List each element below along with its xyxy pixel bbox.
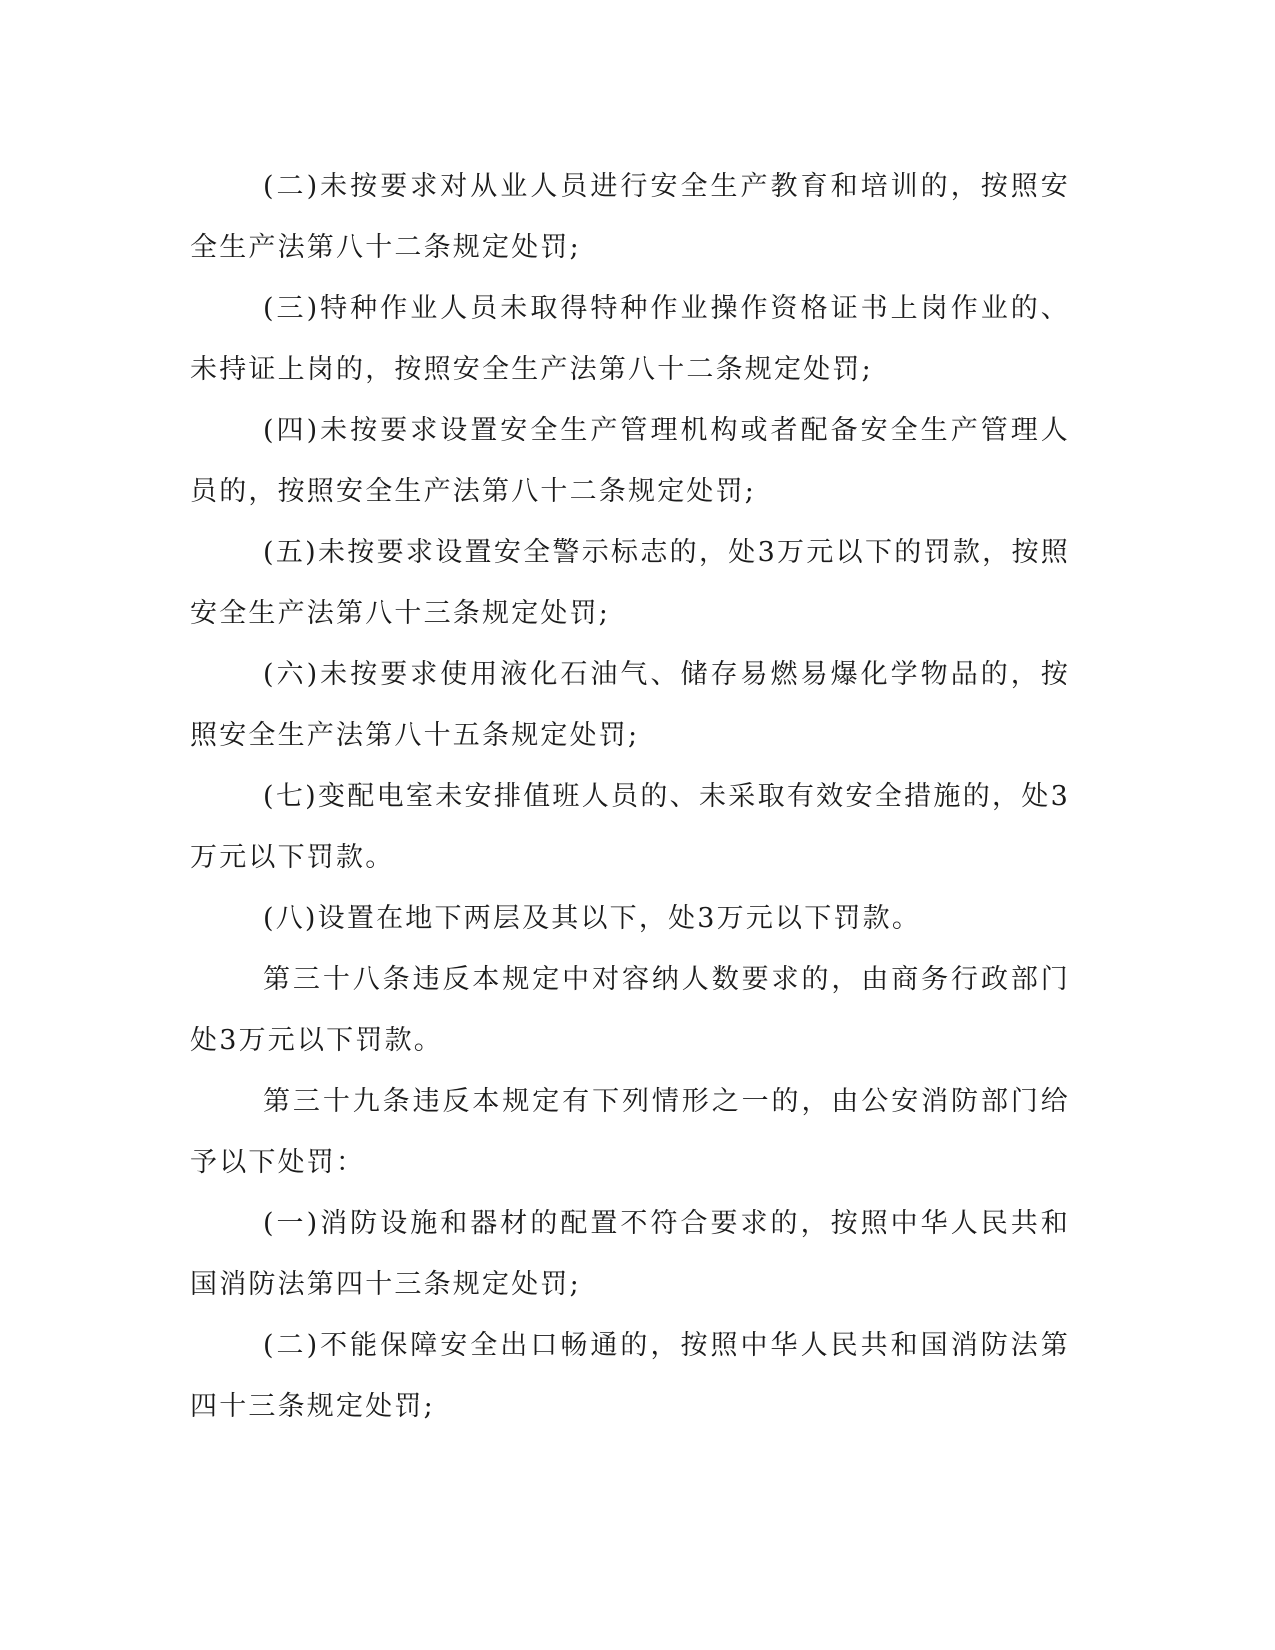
paragraph-item-2-exits: (二)不能保障安全出口畅通的，按照中华人民共和国消防法第四十三条规定处罚;: [190, 1330, 1070, 1422]
paragraph-item-1-fire-equipment: (一)消防设施和器材的配置不符合要求的，按照中华人民共和国消防法第四十三条规定处罚;: [190, 1208, 1070, 1300]
paragraph-item-6-lpg-storage: (六)未按要求使用液化石油气、储存易燃易爆化学物品的，按照安全生产法第八十五条规定处罚;: [190, 659, 1070, 751]
paragraph-item-5-warning-signs: (五)未按要求设置安全警示标志的，处3万元以下的罚款，按照安全生产法第八十三条规定处罚;: [190, 537, 1070, 629]
document-body: [190, 156, 1070, 1437]
paragraph-article-39: 第三十九条违反本规定有下列情形之一的，由公安消防部门给予以下处罚：: [190, 1086, 1070, 1178]
paragraph-item-8-underground: (八)设置在地下两层及其以下，处3万元以下罚款。: [263, 903, 922, 934]
paragraph-item-2-training: (二)未按要求对从业人员进行安全生产教育和培训的，按照安全生产法第八十二条规定处罚;: [190, 171, 1070, 263]
paragraph-item-4-safety-management: (四)未按要求设置安全生产管理机构或者配备安全生产管理人员的，按照安全生产法第八十二条规定处罚;: [190, 415, 1070, 507]
paragraph-item-3-special-operators: (三)特种作业人员未取得特种作业操作资格证书上岗作业的、未持证上岗的，按照安全生产法第八十二条规定处罚;: [190, 293, 1070, 385]
paragraph-article-38: 第三十八条违反本规定中对容纳人数要求的，由商务行政部门处3万元以下罚款。: [190, 964, 1070, 1056]
paragraph-item-7-substation: (七)变配电室未安排值班人员的、未采取有效安全措施的，处3万元以下罚款。: [190, 781, 1070, 873]
